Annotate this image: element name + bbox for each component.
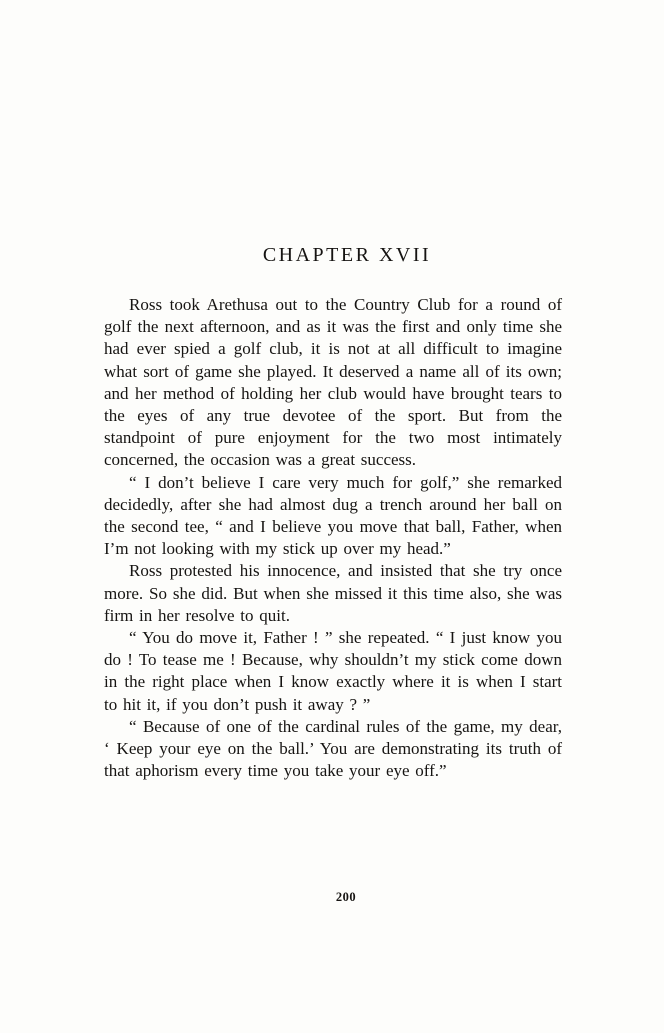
paragraph: “ Because of one of the cardinal rules of the game, my dear, ‘ Keep your eye on the ball.’ You are demonstrating its truth of that aphorism every time you take your eye off.” [104, 716, 562, 781]
paragraph: “ You do move it, Father ! ” she repeated. “ I just know you do ! To tease me ! Because, why shouldn’t my stick come down in the right place when I know exactly where it is when I start to hit it, if you don’t push it away ? ” [104, 628, 562, 714]
body-text [104, 294, 562, 782]
page-number: 200 [335, 890, 357, 904]
chapter-title: CHAPTER XVII [262, 244, 432, 266]
text-block [104, 244, 562, 782]
paragraph: “ I don’t believe I care very much for golf,” she remarked decidedly, after she had almost dug a trench around her ball on the second tee, “ and I believe you move that ball, Father, when I’m not looking with my stick up over my head.” [104, 472, 562, 559]
paragraph: Ross protested his innocence, and insisted that she try once more. So she did. But when she missed it this time also, she was firm in her resolve to quit. [104, 561, 562, 625]
paragraph: Ross took Arethusa out to the Country Club for a round of golf the next afternoon, and as it was the first and only time she had ever spied a golf club, it is not at all difficult to imagine what sort of game she played. It deserved a name all of its own; and her method of holding her club would have brought tears to the eyes of any true devotee of the sport. But from the standpoint of pure enjoyment for the two most intimately concerned, the occasion was a great success. [104, 295, 562, 470]
